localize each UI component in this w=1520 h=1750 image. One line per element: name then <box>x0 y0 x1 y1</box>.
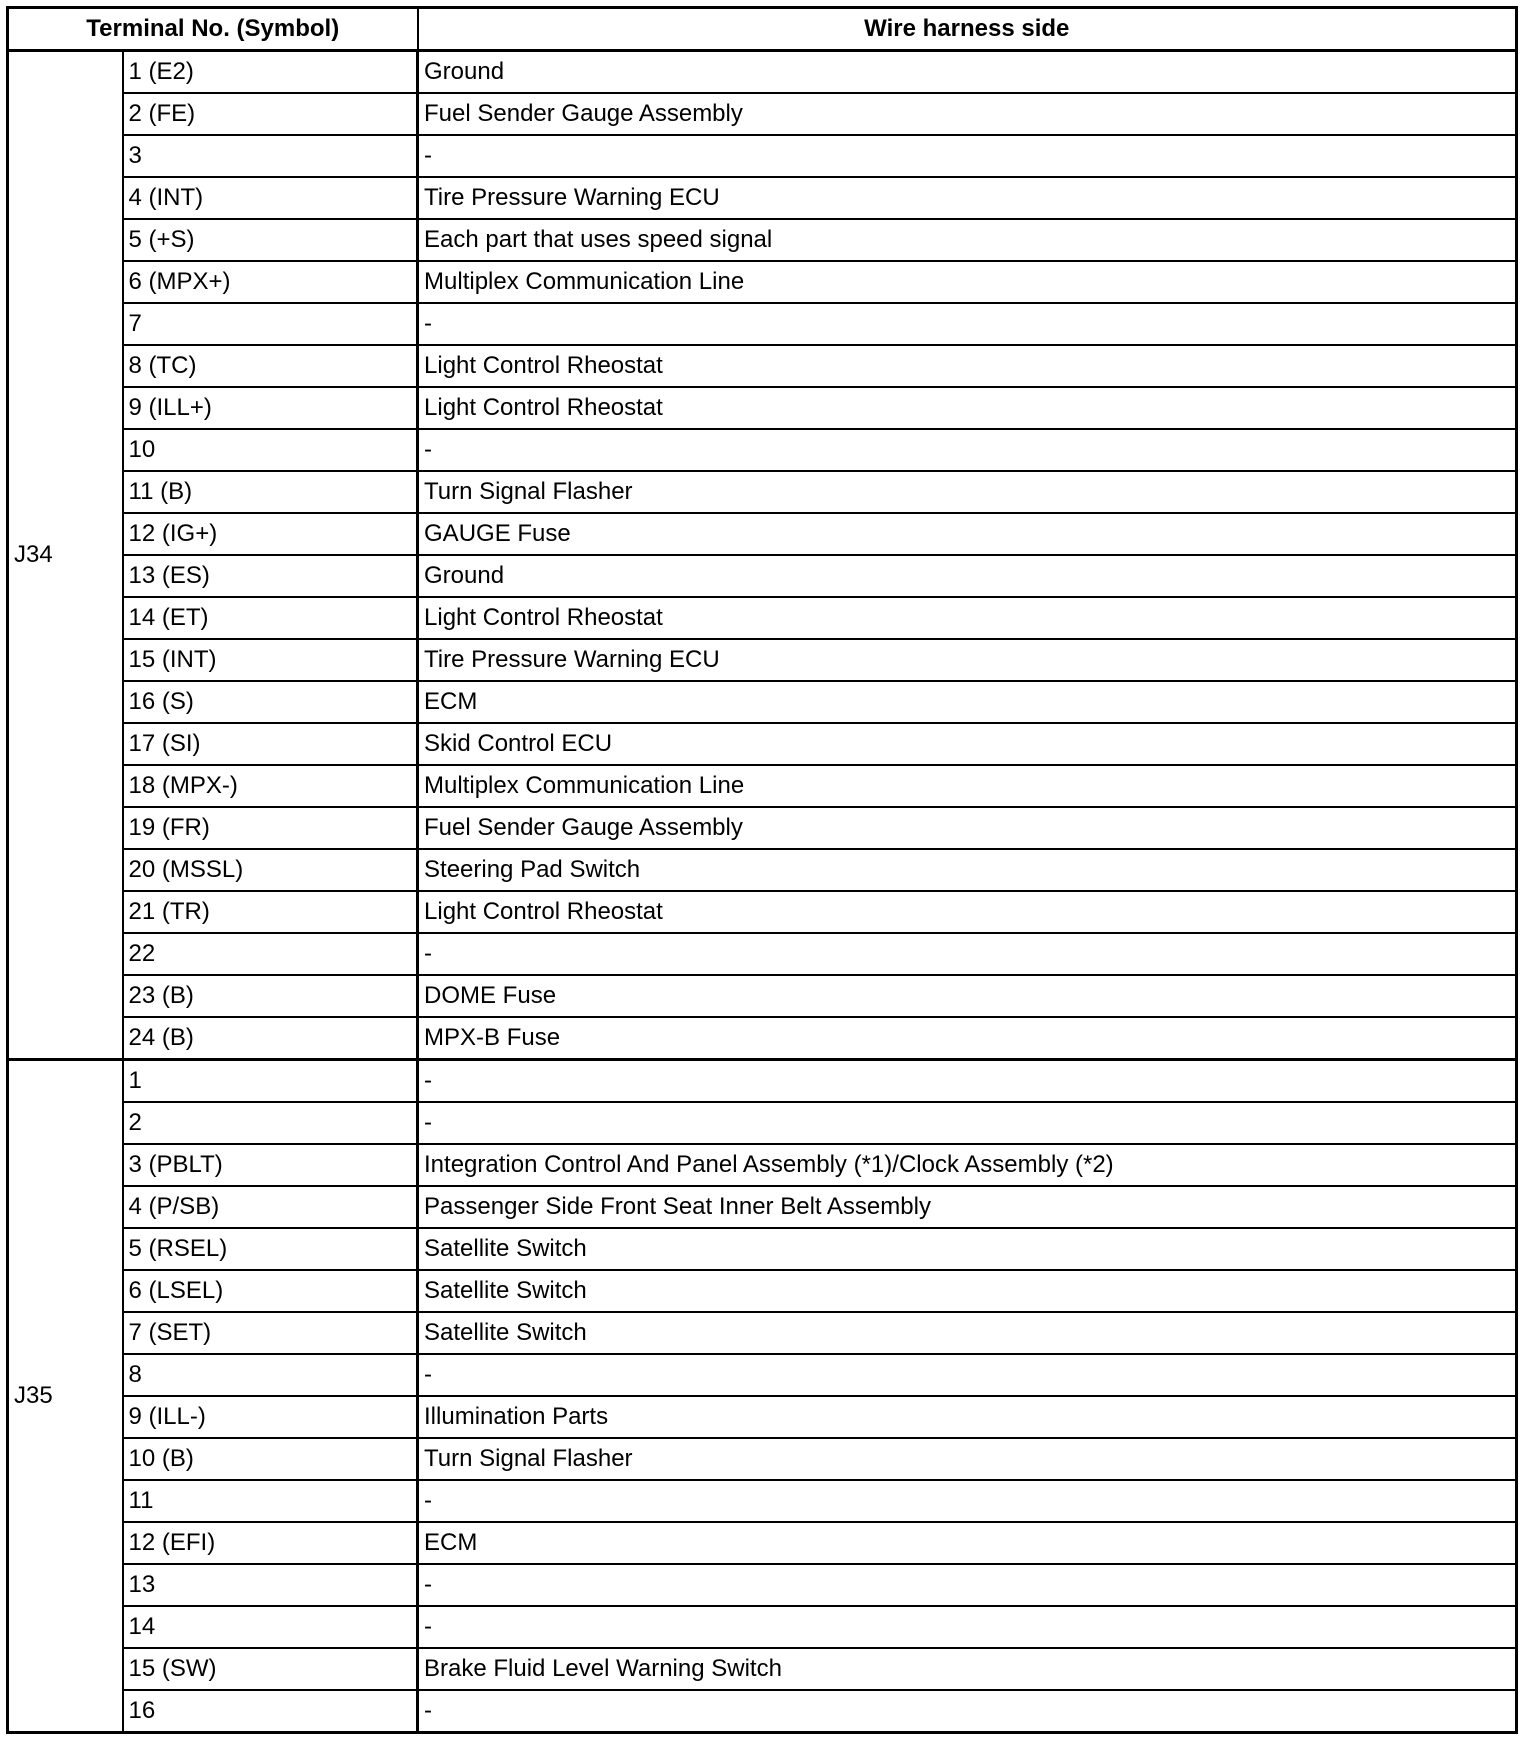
terminal-cell: 8 (TC) <box>123 345 418 387</box>
table-row <box>8 807 1517 849</box>
terminal-cell: 6 (LSEL) <box>123 1270 418 1312</box>
terminal-cell: 4 (INT) <box>123 177 418 219</box>
terminal-cell: 19 (FR) <box>123 807 418 849</box>
table-row <box>8 1564 1517 1606</box>
table-row <box>8 1312 1517 1354</box>
wire-harness-cell: - <box>418 1102 1517 1144</box>
wire-harness-cell: Turn Signal Flasher <box>418 1438 1517 1480</box>
table-row <box>8 345 1517 387</box>
terminal-cell: 14 (ET) <box>123 597 418 639</box>
table-row <box>8 1438 1517 1480</box>
table-row <box>8 975 1517 1017</box>
terminal-cell: 16 <box>123 1690 418 1733</box>
wire-harness-cell: Tire Pressure Warning ECU <box>418 177 1517 219</box>
wire-harness-cell: Light Control Rheostat <box>418 345 1517 387</box>
terminal-table <box>6 6 1518 1734</box>
table-header <box>8 8 1517 51</box>
terminal-cell: 24 (B) <box>123 1017 418 1060</box>
wire-harness-cell: Satellite Switch <box>418 1270 1517 1312</box>
wire-harness-cell: Ground <box>418 51 1517 94</box>
wire-harness-cell: - <box>418 933 1517 975</box>
table-row <box>8 1144 1517 1186</box>
terminal-cell: 7 (SET) <box>123 1312 418 1354</box>
terminal-cell: 9 (ILL-) <box>123 1396 418 1438</box>
table-row <box>8 1522 1517 1564</box>
table-row <box>8 639 1517 681</box>
wire-harness-cell: Each part that uses speed signal <box>418 219 1517 261</box>
terminal-cell: 12 (IG+) <box>123 513 418 555</box>
terminal-cell: 22 <box>123 933 418 975</box>
table-row <box>8 1186 1517 1228</box>
table-row <box>8 261 1517 303</box>
terminal-cell: 3 <box>123 135 418 177</box>
terminal-cell: 10 <box>123 429 418 471</box>
terminal-cell: 20 (MSSL) <box>123 849 418 891</box>
terminal-cell: 5 (RSEL) <box>123 1228 418 1270</box>
table-row <box>8 135 1517 177</box>
wire-harness-cell: Satellite Switch <box>418 1228 1517 1270</box>
wire-harness-cell: Ground <box>418 555 1517 597</box>
terminal-cell: 11 (B) <box>123 471 418 513</box>
wire-harness-cell: Multiplex Communication Line <box>418 261 1517 303</box>
connector-group-j35 <box>8 1060 1517 1733</box>
table-row <box>8 933 1517 975</box>
terminal-cell: 13 (ES) <box>123 555 418 597</box>
connector-label: J34 <box>8 51 123 1060</box>
wire-harness-cell: Light Control Rheostat <box>418 597 1517 639</box>
table-row <box>8 1017 1517 1060</box>
terminal-cell: 3 (PBLT) <box>123 1144 418 1186</box>
connector-group-j34 <box>8 51 1517 1060</box>
wire-harness-cell: Fuel Sender Gauge Assembly <box>418 93 1517 135</box>
table-row <box>8 1060 1517 1103</box>
terminal-cell: 23 (B) <box>123 975 418 1017</box>
terminal-cell: 13 <box>123 1564 418 1606</box>
terminal-cell: 8 <box>123 1354 418 1396</box>
terminal-cell: 21 (TR) <box>123 891 418 933</box>
wire-harness-cell: Skid Control ECU <box>418 723 1517 765</box>
wire-harness-cell: Multiplex Communication Line <box>418 765 1517 807</box>
table-row <box>8 471 1517 513</box>
wire-harness-cell: Tire Pressure Warning ECU <box>418 639 1517 681</box>
wire-harness-cell: - <box>418 429 1517 471</box>
table-row <box>8 681 1517 723</box>
header-terminal: Terminal No. (Symbol) <box>8 8 418 51</box>
table-row <box>8 1396 1517 1438</box>
terminal-cell: 2 (FE) <box>123 93 418 135</box>
wire-harness-cell: - <box>418 135 1517 177</box>
wire-harness-cell: Fuel Sender Gauge Assembly <box>418 807 1517 849</box>
terminal-cell: 15 (SW) <box>123 1648 418 1690</box>
terminal-cell: 16 (S) <box>123 681 418 723</box>
table-row <box>8 1228 1517 1270</box>
header-wire-side: Wire harness side <box>418 8 1517 51</box>
terminal-cell: 6 (MPX+) <box>123 261 418 303</box>
wire-harness-cell: - <box>418 1060 1517 1103</box>
terminal-cell: 12 (EFI) <box>123 1522 418 1564</box>
wire-harness-cell: ECM <box>418 681 1517 723</box>
wire-harness-cell: - <box>418 1606 1517 1648</box>
wire-harness-cell: MPX-B Fuse <box>418 1017 1517 1060</box>
wire-harness-cell: - <box>418 1690 1517 1733</box>
terminal-cell: 1 <box>123 1060 418 1103</box>
table-row <box>8 555 1517 597</box>
wire-harness-cell: GAUGE Fuse <box>418 513 1517 555</box>
table-row <box>8 891 1517 933</box>
table-row <box>8 1480 1517 1522</box>
wire-harness-cell: Steering Pad Switch <box>418 849 1517 891</box>
table-row <box>8 597 1517 639</box>
terminal-cell: 4 (P/SB) <box>123 1186 418 1228</box>
terminal-cell: 9 (ILL+) <box>123 387 418 429</box>
wire-harness-cell: Integration Control And Panel Assembly (*1)/Clock Assembly (*2) <box>418 1144 1517 1186</box>
table-row <box>8 1690 1517 1733</box>
wire-harness-cell: - <box>418 1480 1517 1522</box>
table-row <box>8 1606 1517 1648</box>
wire-harness-cell: Illumination Parts <box>418 1396 1517 1438</box>
table-row <box>8 177 1517 219</box>
terminal-cell: 11 <box>123 1480 418 1522</box>
table-row <box>8 303 1517 345</box>
wire-harness-cell: Passenger Side Front Seat Inner Belt Assembly <box>418 1186 1517 1228</box>
terminal-cell: 7 <box>123 303 418 345</box>
table-row <box>8 1270 1517 1312</box>
table-row <box>8 93 1517 135</box>
wire-harness-cell: Brake Fluid Level Warning Switch <box>418 1648 1517 1690</box>
wire-harness-cell: - <box>418 1564 1517 1606</box>
wire-harness-cell: ECM <box>418 1522 1517 1564</box>
table-row <box>8 1102 1517 1144</box>
terminal-cell: 1 (E2) <box>123 51 418 94</box>
table-row <box>8 51 1517 94</box>
terminal-cell: 15 (INT) <box>123 639 418 681</box>
table-row <box>8 387 1517 429</box>
terminal-cell: 5 (+S) <box>123 219 418 261</box>
table-row <box>8 429 1517 471</box>
connector-label: J35 <box>8 1060 123 1733</box>
table-row <box>8 765 1517 807</box>
wire-harness-cell: Light Control Rheostat <box>418 387 1517 429</box>
terminal-cell: 14 <box>123 1606 418 1648</box>
terminal-cell: 10 (B) <box>123 1438 418 1480</box>
wire-harness-cell: Light Control Rheostat <box>418 891 1517 933</box>
terminal-cell: 18 (MPX-) <box>123 765 418 807</box>
table-row <box>8 1354 1517 1396</box>
table-row <box>8 513 1517 555</box>
header-row <box>8 8 1517 51</box>
terminal-cell: 2 <box>123 1102 418 1144</box>
table-row <box>8 849 1517 891</box>
table-row <box>8 1648 1517 1690</box>
wire-harness-cell: Turn Signal Flasher <box>418 471 1517 513</box>
table-row <box>8 723 1517 765</box>
wire-harness-cell: DOME Fuse <box>418 975 1517 1017</box>
wire-harness-cell: - <box>418 303 1517 345</box>
wire-harness-cell: - <box>418 1354 1517 1396</box>
wire-harness-cell: Satellite Switch <box>418 1312 1517 1354</box>
table-row <box>8 219 1517 261</box>
terminal-cell: 17 (SI) <box>123 723 418 765</box>
